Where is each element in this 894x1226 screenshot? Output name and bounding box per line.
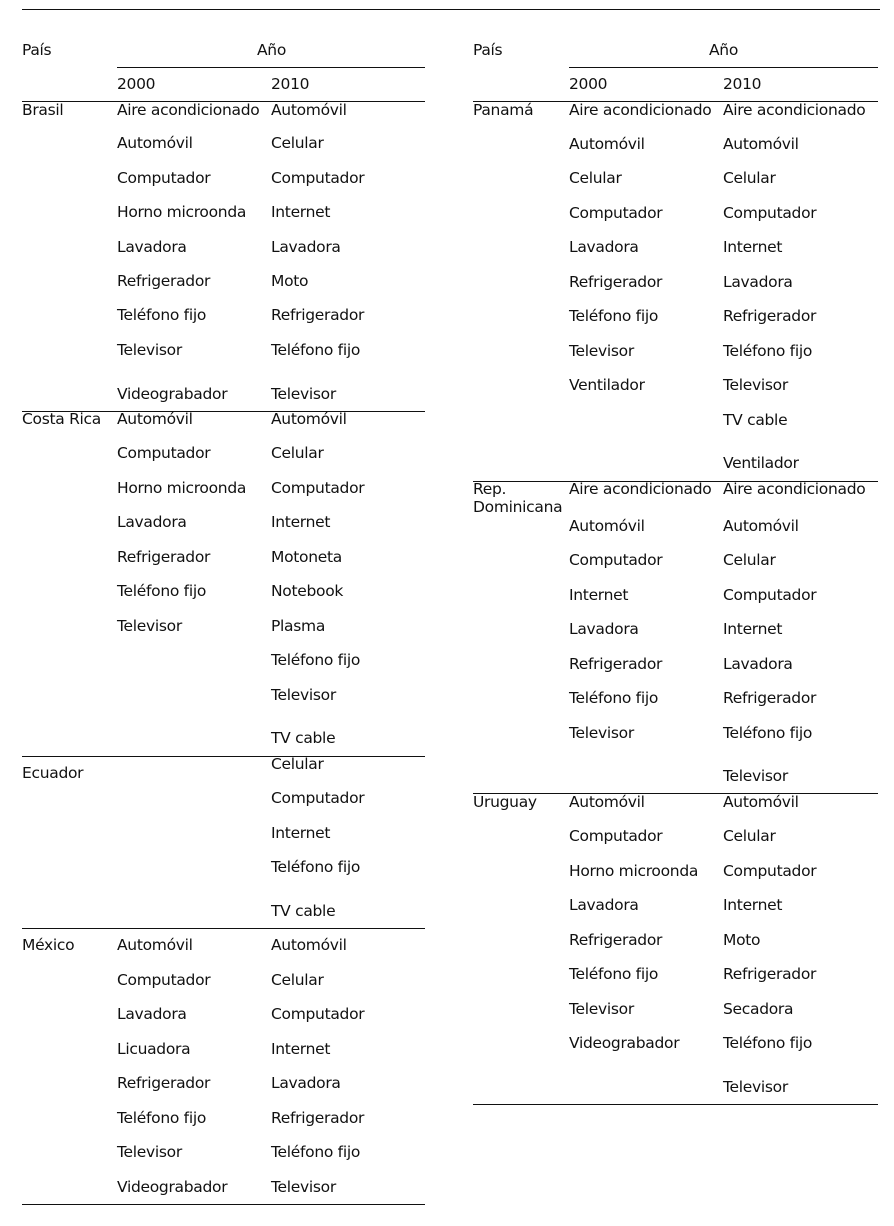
item-2000-panama: Refrigerador bbox=[569, 273, 663, 291]
item-2000-panama: Ventilador bbox=[569, 376, 645, 394]
item-2010-rep-dominicana: Lavadora bbox=[723, 655, 793, 673]
right-header-2000: 2000 bbox=[569, 75, 608, 93]
item-2010-costa-rica: TV cable bbox=[271, 729, 336, 747]
item-2010-uruguay: Celular bbox=[723, 827, 776, 845]
item-2000-costa-rica: Automóvil bbox=[117, 410, 193, 428]
item-2000-brasil: Aire acondicionado bbox=[117, 101, 260, 119]
right-header-year: Año bbox=[709, 41, 739, 59]
item-2010-ecuador: Teléfono fijo bbox=[271, 858, 361, 876]
item-2010-costa-rica: Motoneta bbox=[271, 548, 342, 566]
item-2000-brasil: Computador bbox=[117, 169, 211, 187]
item-2010-mexico: Lavadora bbox=[271, 1074, 341, 1092]
item-2010-panama: TV cable bbox=[723, 411, 788, 429]
country-label-rep-dominicana: Dominicana bbox=[473, 498, 563, 516]
item-2000-uruguay: Automóvil bbox=[569, 793, 645, 811]
country-label-panama: Panamá bbox=[473, 101, 534, 119]
item-2000-panama: Aire acondicionado bbox=[569, 101, 712, 119]
item-2010-brasil: Celular bbox=[271, 134, 324, 152]
item-2000-rep-dominicana: Computador bbox=[569, 551, 663, 569]
country-label-rep-dominicana: Rep. bbox=[473, 480, 507, 498]
item-2000-uruguay: Videograbador bbox=[569, 1034, 680, 1052]
item-2010-mexico: Internet bbox=[271, 1040, 331, 1058]
item-2010-brasil: Computador bbox=[271, 169, 365, 187]
item-2010-panama: Computador bbox=[723, 204, 817, 222]
item-2000-uruguay: Refrigerador bbox=[569, 931, 663, 949]
item-2010-panama: Aire acondicionado bbox=[723, 101, 866, 119]
item-2000-costa-rica: Televisor bbox=[117, 617, 182, 635]
row-group-rule bbox=[22, 928, 425, 929]
right-year-underline bbox=[569, 67, 878, 68]
item-2000-rep-dominicana: Teléfono fijo bbox=[569, 689, 659, 707]
item-2010-uruguay: Televisor bbox=[723, 1078, 788, 1096]
item-2000-mexico: Teléfono fijo bbox=[117, 1109, 207, 1127]
item-2010-uruguay: Secadora bbox=[723, 1000, 794, 1018]
bottom-rule bbox=[473, 1104, 878, 1105]
item-2000-costa-rica: Refrigerador bbox=[117, 548, 211, 566]
left-header-2010: 2010 bbox=[271, 75, 310, 93]
item-2000-costa-rica: Lavadora bbox=[117, 513, 187, 531]
item-2000-panama: Televisor bbox=[569, 342, 634, 360]
item-2000-brasil: Televisor bbox=[117, 341, 182, 359]
item-2010-mexico: Televisor bbox=[271, 1178, 336, 1196]
item-2010-ecuador: Celular bbox=[271, 755, 324, 773]
item-2000-panama: Lavadora bbox=[569, 238, 639, 256]
item-2010-uruguay: Computador bbox=[723, 862, 817, 880]
item-2010-costa-rica: Internet bbox=[271, 513, 331, 531]
item-2010-brasil: Lavadora bbox=[271, 238, 341, 256]
right-header-country: País bbox=[473, 41, 503, 59]
item-2000-brasil: Horno microonda bbox=[117, 203, 247, 221]
item-2010-costa-rica: Plasma bbox=[271, 617, 326, 635]
item-2000-brasil: Automóvil bbox=[117, 134, 193, 152]
item-2000-uruguay: Horno microonda bbox=[569, 862, 699, 880]
item-2010-brasil: Teléfono fijo bbox=[271, 341, 361, 359]
country-label-uruguay: Uruguay bbox=[473, 793, 537, 811]
item-2000-panama: Automóvil bbox=[569, 135, 645, 153]
item-2000-costa-rica: Teléfono fijo bbox=[117, 582, 207, 600]
item-2000-uruguay: Computador bbox=[569, 827, 663, 845]
item-2000-rep-dominicana: Internet bbox=[569, 586, 629, 604]
item-2010-mexico: Computador bbox=[271, 1005, 365, 1023]
left-header-year: Año bbox=[257, 41, 287, 59]
item-2000-mexico: Licuadora bbox=[117, 1040, 191, 1058]
item-2010-uruguay: Moto bbox=[723, 931, 761, 949]
item-2010-uruguay: Internet bbox=[723, 896, 783, 914]
item-2010-panama: Internet bbox=[723, 238, 783, 256]
item-2010-panama: Teléfono fijo bbox=[723, 342, 813, 360]
row-group-rule bbox=[22, 756, 425, 757]
left-header-country: País bbox=[22, 41, 52, 59]
item-2010-costa-rica: Teléfono fijo bbox=[271, 651, 361, 669]
item-2010-rep-dominicana: Aire acondicionado bbox=[723, 480, 866, 498]
top-rule bbox=[22, 9, 880, 10]
item-2000-mexico: Automóvil bbox=[117, 936, 193, 954]
item-2010-rep-dominicana: Teléfono fijo bbox=[723, 724, 813, 742]
country-label-mexico: México bbox=[22, 936, 75, 954]
right-header-2010: 2010 bbox=[723, 75, 762, 93]
item-2010-panama: Refrigerador bbox=[723, 307, 817, 325]
item-2010-brasil: Refrigerador bbox=[271, 306, 365, 324]
item-2000-mexico: Lavadora bbox=[117, 1005, 187, 1023]
item-2010-mexico: Teléfono fijo bbox=[271, 1143, 361, 1161]
item-2000-mexico: Televisor bbox=[117, 1143, 182, 1161]
item-2000-brasil: Refrigerador bbox=[117, 272, 211, 290]
item-2010-panama: Ventilador bbox=[723, 454, 799, 472]
item-2010-rep-dominicana: Internet bbox=[723, 620, 783, 638]
item-2010-panama: Celular bbox=[723, 169, 776, 187]
item-2010-panama: Lavadora bbox=[723, 273, 793, 291]
item-2000-panama: Computador bbox=[569, 204, 663, 222]
item-2000-mexico: Computador bbox=[117, 971, 211, 989]
item-2010-ecuador: TV cable bbox=[271, 902, 336, 920]
item-2000-costa-rica: Horno microonda bbox=[117, 479, 247, 497]
item-2010-brasil: Moto bbox=[271, 272, 309, 290]
item-2010-rep-dominicana: Automóvil bbox=[723, 517, 799, 535]
item-2000-brasil: Lavadora bbox=[117, 238, 187, 256]
item-2010-brasil: Internet bbox=[271, 203, 331, 221]
item-2010-panama: Televisor bbox=[723, 376, 788, 394]
item-2000-rep-dominicana: Lavadora bbox=[569, 620, 639, 638]
item-2010-ecuador: Computador bbox=[271, 789, 365, 807]
country-label-ecuador: Ecuador bbox=[22, 764, 84, 782]
left-header-2000: 2000 bbox=[117, 75, 156, 93]
item-2010-rep-dominicana: Refrigerador bbox=[723, 689, 817, 707]
item-2010-mexico: Refrigerador bbox=[271, 1109, 365, 1127]
item-2010-brasil: Automóvil bbox=[271, 101, 347, 119]
item-2010-rep-dominicana: Computador bbox=[723, 586, 817, 604]
item-2010-costa-rica: Celular bbox=[271, 444, 324, 462]
item-2010-costa-rica: Notebook bbox=[271, 582, 344, 600]
item-2000-mexico: Videograbador bbox=[117, 1178, 228, 1196]
item-2000-uruguay: Lavadora bbox=[569, 896, 639, 914]
item-2010-costa-rica: Computador bbox=[271, 479, 365, 497]
item-2000-rep-dominicana: Refrigerador bbox=[569, 655, 663, 673]
item-2010-uruguay: Refrigerador bbox=[723, 965, 817, 983]
country-label-costa-rica: Costa Rica bbox=[22, 410, 101, 428]
item-2010-mexico: Celular bbox=[271, 971, 324, 989]
item-2000-mexico: Refrigerador bbox=[117, 1074, 211, 1092]
item-2010-ecuador: Internet bbox=[271, 824, 331, 842]
country-label-brasil: Brasil bbox=[22, 101, 64, 119]
item-2000-brasil: Videograbador bbox=[117, 385, 228, 403]
item-2010-costa-rica: Televisor bbox=[271, 686, 336, 704]
item-2000-rep-dominicana: Aire acondicionado bbox=[569, 480, 712, 498]
item-2000-uruguay: Teléfono fijo bbox=[569, 965, 659, 983]
item-2010-rep-dominicana: Televisor bbox=[723, 767, 788, 785]
item-2010-brasil: Televisor bbox=[271, 385, 336, 403]
item-2010-rep-dominicana: Celular bbox=[723, 551, 776, 569]
item-2000-rep-dominicana: Automóvil bbox=[569, 517, 645, 535]
item-2000-brasil: Teléfono fijo bbox=[117, 306, 207, 324]
item-2000-uruguay: Televisor bbox=[569, 1000, 634, 1018]
bottom-rule bbox=[22, 1204, 425, 1205]
item-2010-uruguay: Teléfono fijo bbox=[723, 1034, 813, 1052]
item-2000-panama: Celular bbox=[569, 169, 622, 187]
item-2000-rep-dominicana: Televisor bbox=[569, 724, 634, 742]
item-2000-costa-rica: Computador bbox=[117, 444, 211, 462]
item-2010-panama: Automóvil bbox=[723, 135, 799, 153]
item-2000-panama: Teléfono fijo bbox=[569, 307, 659, 325]
item-2010-mexico: Automóvil bbox=[271, 936, 347, 954]
left-year-underline bbox=[117, 67, 425, 68]
item-2010-uruguay: Automóvil bbox=[723, 793, 799, 811]
item-2010-costa-rica: Automóvil bbox=[271, 410, 347, 428]
